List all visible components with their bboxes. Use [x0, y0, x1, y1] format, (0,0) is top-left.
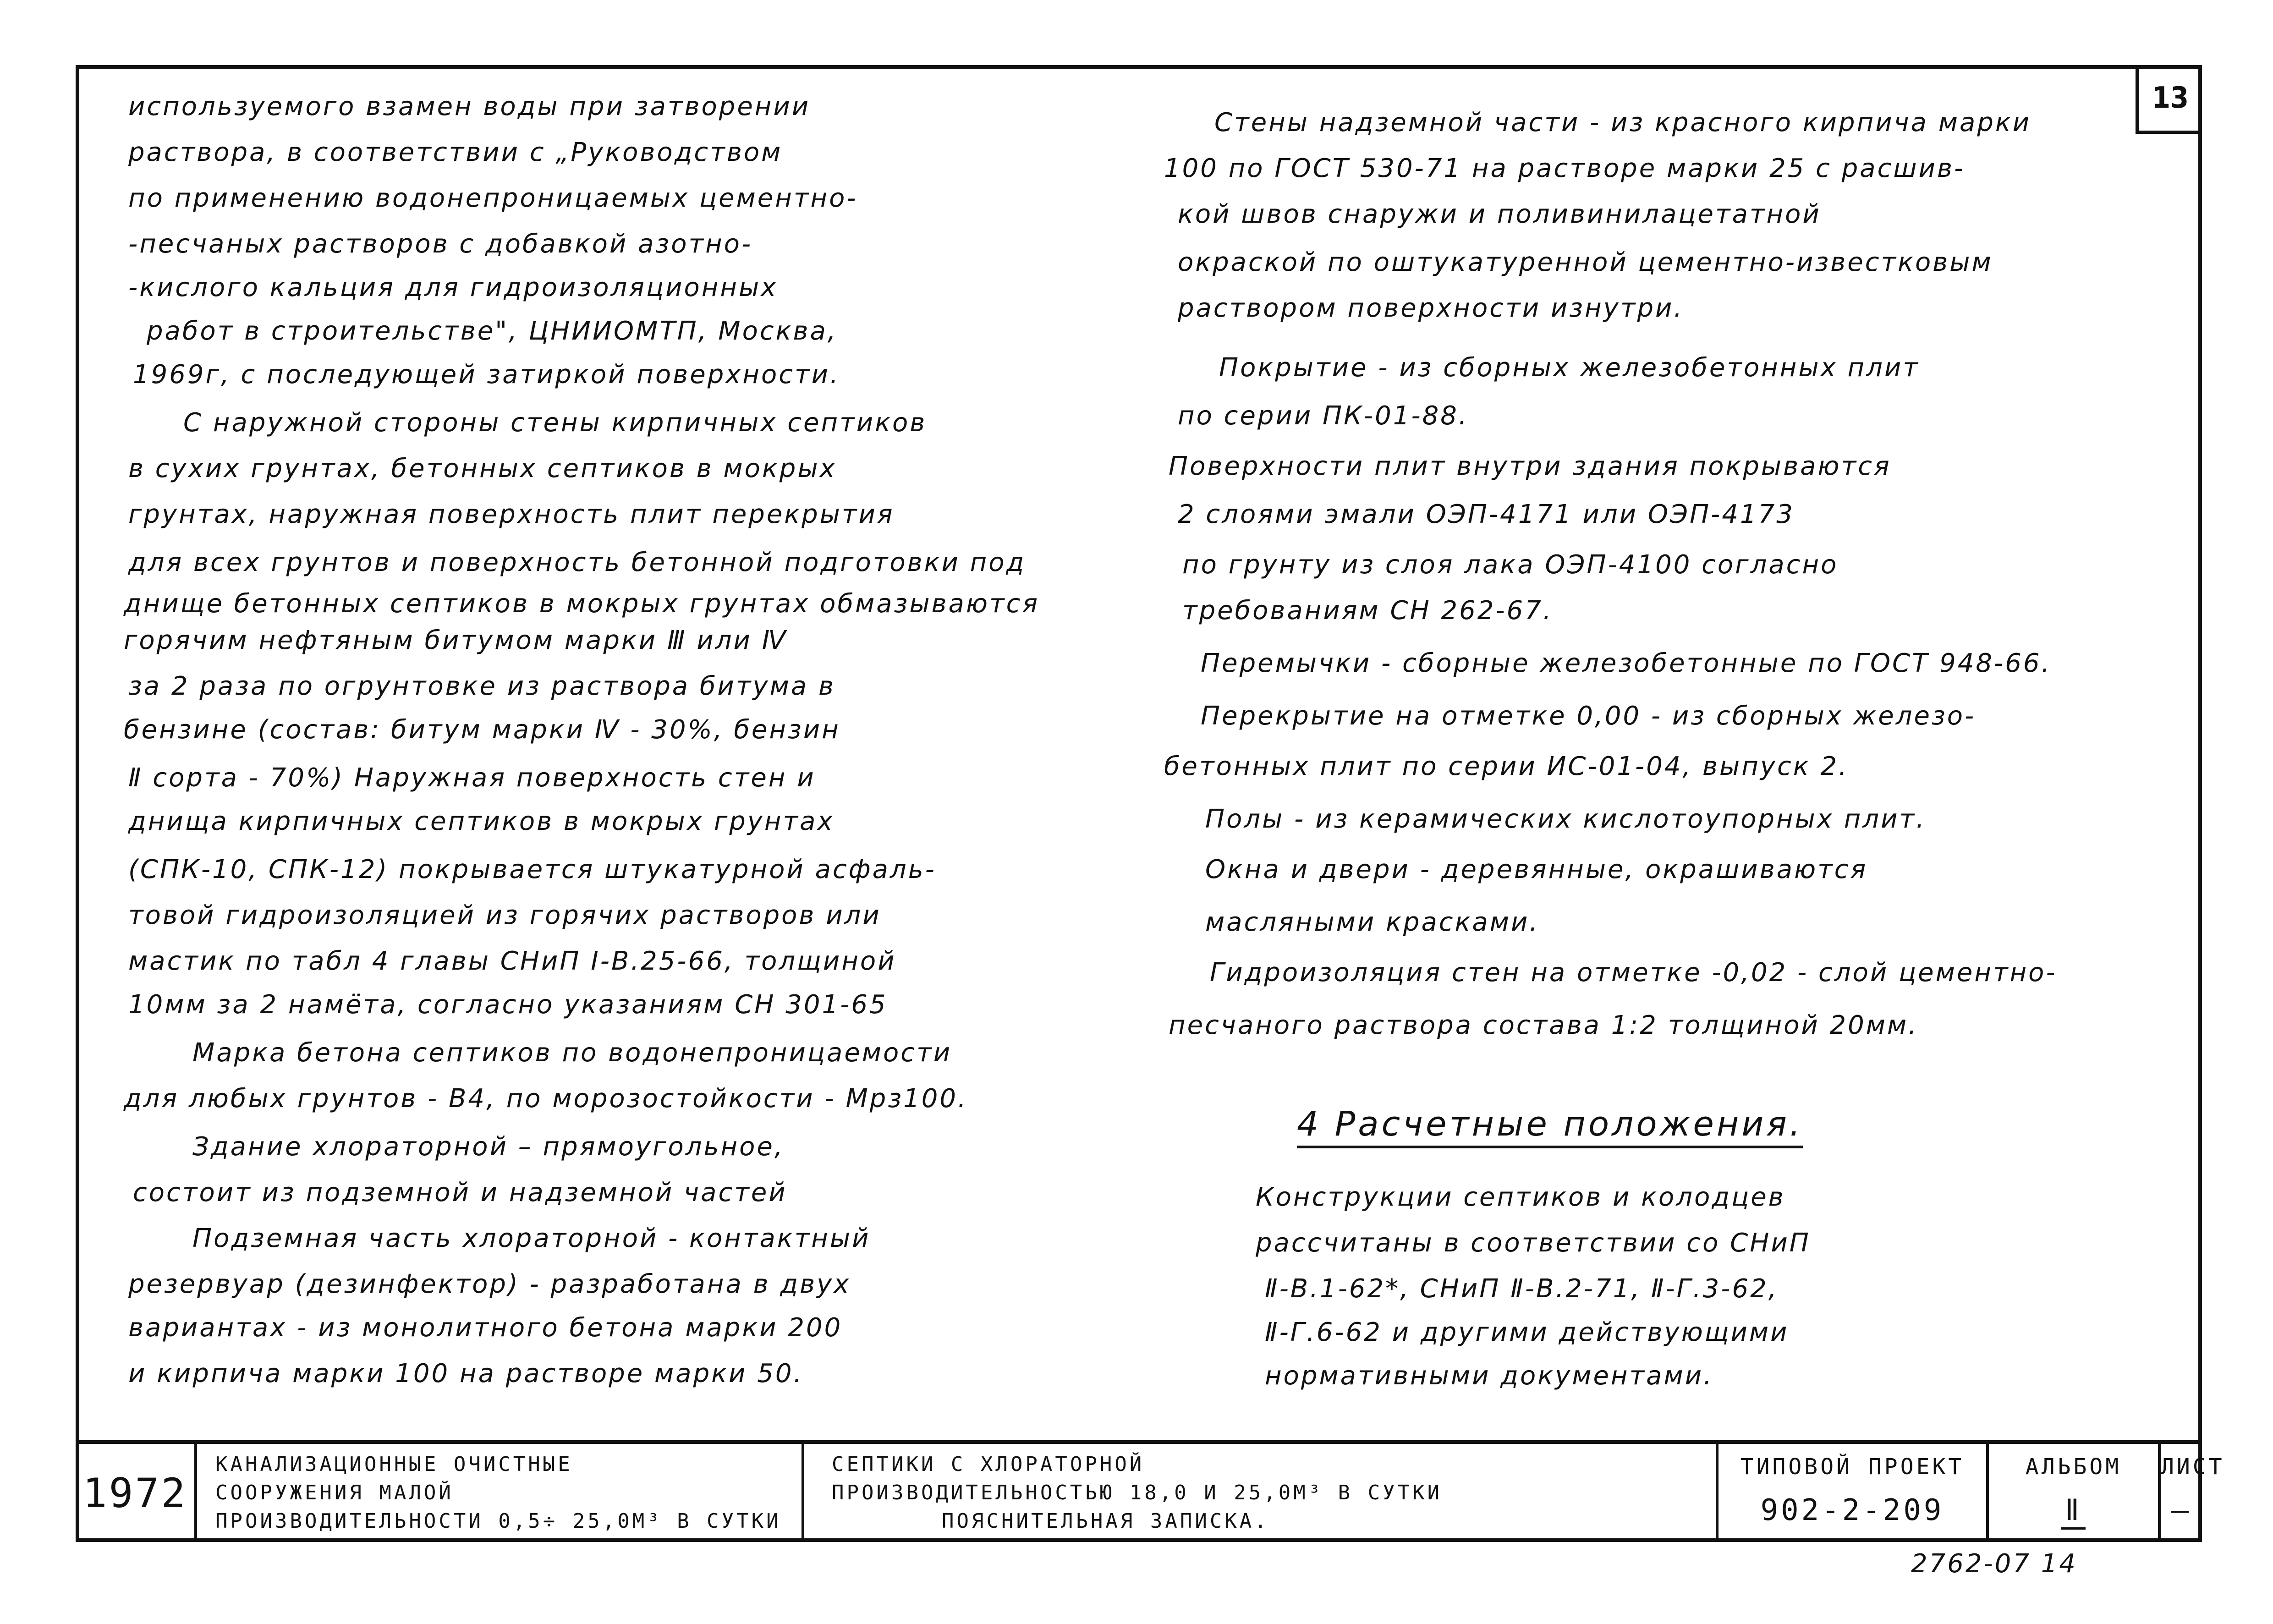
- sheet-caption: ЛИСТ: [2161, 1454, 2225, 1480]
- text-line: -кислого кальция для гидроизоляционных: [128, 273, 778, 302]
- title-block-year-cell: [76, 1444, 197, 1542]
- text-line: вариантах - из монолитного бетона марки 200: [128, 1313, 843, 1343]
- subject-line: ПОЯСНИТЕЛЬНАЯ ЗАПИСКА.: [942, 1509, 1269, 1533]
- text-line: раствором поверхности изнутри.: [1178, 293, 1684, 323]
- text-line: для всех грунтов и поверхность бетонной подготовки под: [128, 548, 1026, 577]
- title-block-title-cell: [197, 1444, 804, 1542]
- text-line: в сухих грунтах, бетонных септиков в мокрых: [128, 454, 837, 483]
- title-line: СООРУЖЕНИЯ МАЛОЙ: [215, 1481, 454, 1504]
- text-line: днище бетонных септиков в мокрых грунтах обмазываются: [124, 589, 1040, 619]
- text-line: 2 слоями эмали ОЭП-4171 или ОЭП-4173: [1178, 499, 1795, 529]
- text-line: раствора, в соответствии с „Руководством: [128, 137, 783, 167]
- text-line: Здание хлораторной – прямоугольное,: [192, 1132, 785, 1162]
- text-line: Окна и двери - деревянные, окрашиваются: [1205, 855, 1868, 884]
- text-line: работ в строительстве", ЦНИИОМТП, Москва,: [147, 316, 838, 346]
- text-line: 10мм за 2 намёта, согласно указаниям СН 301-65: [128, 990, 888, 1020]
- text-line: Ⅱ-В.1-62*, СНиП Ⅱ-В.2-71, Ⅱ-Г.3-62,: [1265, 1274, 1779, 1304]
- section-heading: 4 Расчетные положения.: [1297, 1104, 1803, 1148]
- sheet-number: 13: [2152, 81, 2189, 115]
- text-line: мастик по табл 4 главы СНиП I-В.25-66, толщиной: [128, 946, 896, 976]
- text-line: песчаного раствора состава 1:2 толщиной 20мм.: [1169, 1010, 1919, 1040]
- text-line: нормативными документами.: [1265, 1361, 1713, 1391]
- text-line: для любых грунтов - В4, по морозостойкости - Мрз100.: [124, 1084, 968, 1114]
- subject-line: СЕПТИКИ С ХЛОРАТОРНОЙ: [832, 1453, 1145, 1476]
- project-caption: ТИПОВОЙ ПРОЕКТ: [1740, 1454, 1965, 1480]
- text-line: С наружной стороны стены кирпичных септиков: [183, 408, 927, 438]
- text-line: окраской по оштукатуренной цементно-известковым: [1178, 247, 1993, 277]
- text-line: по грунту из слоя лака ОЭП-4100 согласно: [1182, 550, 1839, 580]
- title-block-project-cell: [1718, 1444, 1989, 1542]
- title-block-subject-cell: [804, 1444, 1718, 1542]
- album-caption: АЛЬБОМ: [2025, 1454, 2122, 1480]
- title-line: КАНАЛИЗАЦИОННЫЕ ОЧИСТНЫЕ: [215, 1453, 573, 1476]
- text-line: бетонных плит по серии ИС-01-04, выпуск 2.: [1164, 752, 1849, 781]
- text-line: -песчаных растворов с добавкой азотно-: [128, 229, 753, 259]
- title-block-album-cell: [1989, 1444, 2161, 1542]
- text-line: 100 по ГОСТ 530-71 на растворе марки 25 с расшив-: [1164, 154, 1966, 183]
- text-line: Конструкции септиков и колодцев: [1256, 1182, 1785, 1212]
- text-line: по применению водонепроницаемых цементно-: [128, 183, 858, 213]
- text-line: 1969г, с последующей затиркой поверхности.: [133, 360, 840, 390]
- text-line: масляными красками.: [1205, 907, 1540, 937]
- subject-line: ПРОИЗВОДИТЕЛЬНОСТЬЮ 18,0 И 25,0М³ В СУТКИ: [832, 1481, 1443, 1504]
- text-line: горячим нефтяным битумом марки Ⅲ или Ⅳ: [124, 625, 788, 655]
- text-line: состоит из подземной и надземной частей: [133, 1178, 787, 1207]
- project-number: 902-2-209: [1760, 1493, 1944, 1527]
- sheet-value: —: [2171, 1493, 2192, 1527]
- text-line: рассчитаны в соответствии со СНиП: [1256, 1228, 1811, 1258]
- text-line: Гидроизоляция стен на отметке -0,02 - слой цементно-: [1210, 958, 2057, 988]
- text-line: требованиям СН 262-67.: [1182, 596, 1553, 625]
- text-line: товой гидроизоляцией из горячих растворов или: [128, 900, 881, 930]
- inventory-number: 2762-07 14: [1911, 1549, 2078, 1579]
- text-line: бензине (состав: битум марки Ⅳ - 30%, бензин: [124, 715, 840, 745]
- text-line: Ⅱ сорта - 70%) Наружная поверхность стен и: [128, 763, 816, 793]
- text-line: Марка бетона септиков по водонепроницаемости: [192, 1038, 952, 1068]
- text-line: за 2 раза по огрунтовке из раствора битума в: [128, 671, 835, 701]
- text-line: (СПК-10, СПК-12) покрывается штукатурной асфаль-: [128, 855, 936, 884]
- text-line: резервуар (дезинфектор) - разработана в двух: [128, 1269, 851, 1299]
- text-line: Подземная часть хлораторной - контактный: [192, 1223, 871, 1253]
- text-line: Ⅱ-Г.6-62 и другими действующими: [1265, 1317, 1789, 1347]
- text-line: Перемычки - сборные железобетонные по ГОСТ 948-66.: [1201, 648, 2052, 678]
- title-block-sheet-cell: [2161, 1444, 2225, 1542]
- text-line: Стены надземной части - из красного кирпича марки: [1214, 108, 2031, 137]
- sheet-number-box: [2136, 65, 2202, 134]
- text-line: кой швов снаружи и поливинилацетатной: [1178, 199, 1821, 229]
- text-line: и кирпича марки 100 на растворе марки 50.: [128, 1359, 804, 1388]
- text-line: Полы - из керамических кислотоупорных плит.: [1205, 804, 1926, 834]
- text-line: грунтах, наружная поверхность плит перекрытия: [128, 499, 895, 529]
- album-number: Ⅱ: [2061, 1493, 2086, 1530]
- text-line: днища кирпичных септиков в мокрых грунтах: [128, 807, 835, 836]
- text-line: используемого взамен воды при затворении: [128, 92, 811, 121]
- text-line: по серии ПК-01-88.: [1178, 401, 1469, 431]
- text-line: Поверхности плит внутри здания покрываются: [1169, 451, 1891, 481]
- text-line: Перекрытие на отметке 0,00 - из сборных железо-: [1201, 701, 1976, 731]
- text-line: Покрытие - из сборных железобетонных плит: [1219, 353, 1920, 383]
- year: 1972: [82, 1469, 187, 1517]
- title-block: [76, 1440, 2225, 1542]
- title-line: ПРОИЗВОДИТЕЛЬНОСТИ 0,5÷ 25,0М³ В СУТКИ: [215, 1509, 781, 1533]
